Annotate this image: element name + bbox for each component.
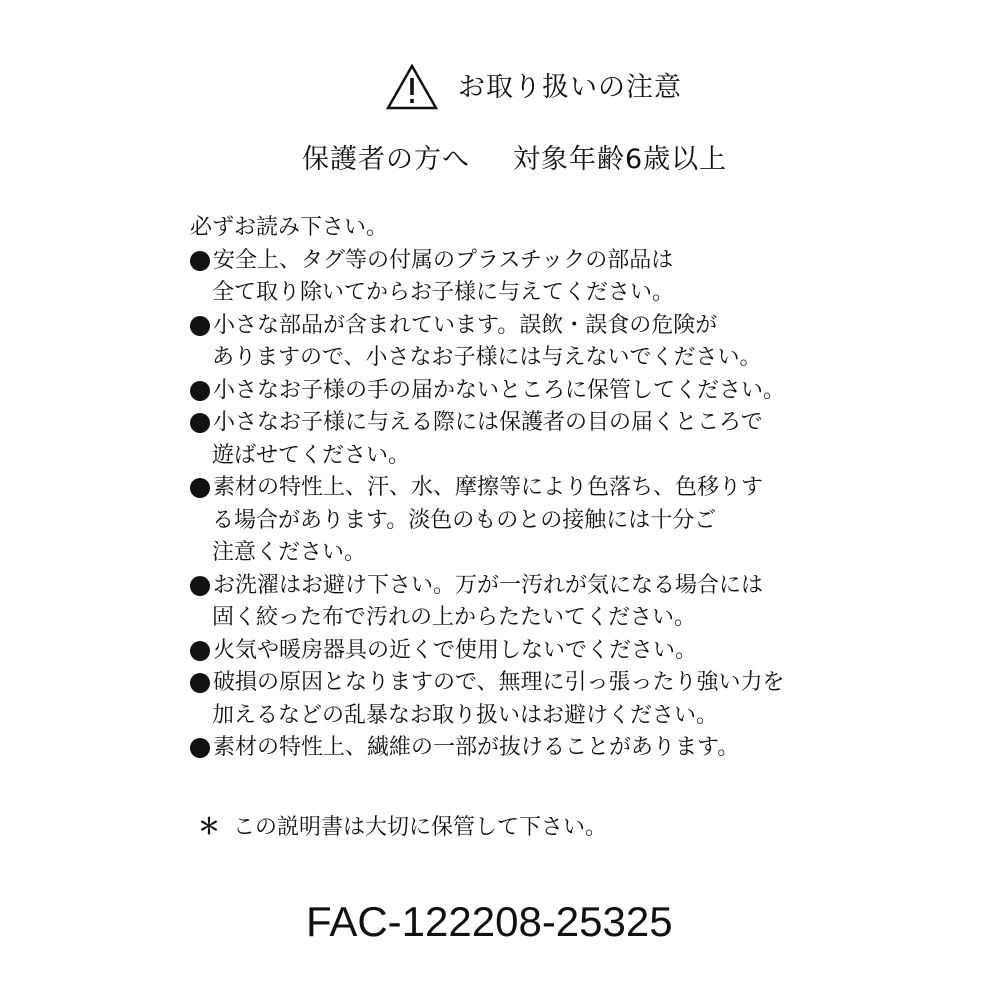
audience-label: 保護者の方へ — [302, 144, 470, 175]
notice-line-text: 素材の特性上、繊維の一部が抜けることがあります。 — [213, 735, 740, 760]
notice-line-text: る場合があります。淡色のものとの接触には十分ご — [212, 507, 717, 533]
notice-intro: 必ずお読み下さい。 — [190, 215, 389, 240]
notice-item — [190, 570, 850, 635]
notice-item-first-line — [190, 635, 850, 668]
notice-item — [190, 472, 850, 570]
footnote — [198, 812, 607, 844]
bullet-icon — [190, 673, 210, 693]
notice-line-text: 安全上、タグ等の付属のプラスチックの部品は — [213, 247, 674, 273]
notice-line-text: お洗濯はお避け下さい。万が一汚れが気になる場合には — [213, 572, 764, 598]
notice-line-text: 固く絞った布で汚れの上からたたいてください。 — [212, 605, 697, 630]
notice-line-text: 全て取り除いてからお子様に与えてください。 — [212, 280, 675, 305]
bullet-icon — [190, 381, 210, 401]
notice-line-text: 素材の特性上、汗、水、摩擦等により色落ち、色移りす — [213, 475, 764, 500]
notice-item-first-line — [190, 472, 850, 505]
notice-item-first-line — [190, 407, 850, 440]
notice-item-first-line — [190, 310, 850, 343]
notice-item — [190, 245, 850, 310]
product-code: FAC-122208-25325 — [306, 898, 673, 945]
footnote-text: この説明書は大切に保管して下さい。 — [233, 815, 608, 840]
notice-line-text: 小さなお子様の手の届かないところに保管してください。 — [213, 377, 786, 403]
bullet-icon — [190, 478, 210, 498]
notice-item-first-line — [190, 375, 850, 408]
notice-line-text: 火気や暖房器具の近くで使用しないでください。 — [213, 637, 698, 663]
footnote-mark: ＊ — [198, 815, 221, 840]
bullet-icon — [190, 738, 210, 758]
notice-item — [190, 375, 850, 408]
notice-line-text: 加えるなどの乱暴なお取り扱いはお避けください。 — [212, 702, 719, 728]
notice-line-text: 注意ください。 — [212, 540, 367, 565]
notice-list — [190, 245, 850, 765]
bullet-icon — [190, 641, 210, 661]
title-row — [386, 62, 682, 112]
notice-item-first-line — [190, 245, 850, 278]
bullet-icon — [190, 576, 210, 596]
notice-line-text: 破損の原因となりますので、無理に引っ張ったり強い力を — [213, 670, 785, 695]
notice-item-first-line — [190, 667, 850, 700]
notice-block — [190, 212, 850, 765]
bullet-icon — [190, 413, 210, 433]
warning-triangle-icon — [386, 64, 438, 110]
notice-line-text: 小さな部品が含まれています。誤飲・誤食の危険が — [213, 312, 718, 338]
bullet-icon — [190, 316, 210, 336]
notice-item-first-line — [190, 732, 850, 765]
age-target-label: 対象年齢6歳以上 — [513, 144, 728, 175]
notice-line-text: 遊ばせてください。 — [212, 442, 411, 468]
notice-line-text: ありますので、小さなお子様には与えないでください。 — [212, 345, 762, 370]
notice-item — [190, 407, 850, 472]
page-title: お取り扱いの注意 — [458, 71, 682, 103]
notice-item — [190, 310, 850, 375]
notice-item — [190, 667, 850, 732]
bullet-icon — [190, 251, 210, 271]
notice-line-text: 小さなお子様に与える際には保護者の目の届くところで — [213, 410, 763, 435]
notice-item-first-line — [190, 570, 850, 603]
subtitle-row — [0, 140, 1000, 180]
notice-item — [190, 732, 850, 765]
notice-item — [190, 635, 850, 668]
